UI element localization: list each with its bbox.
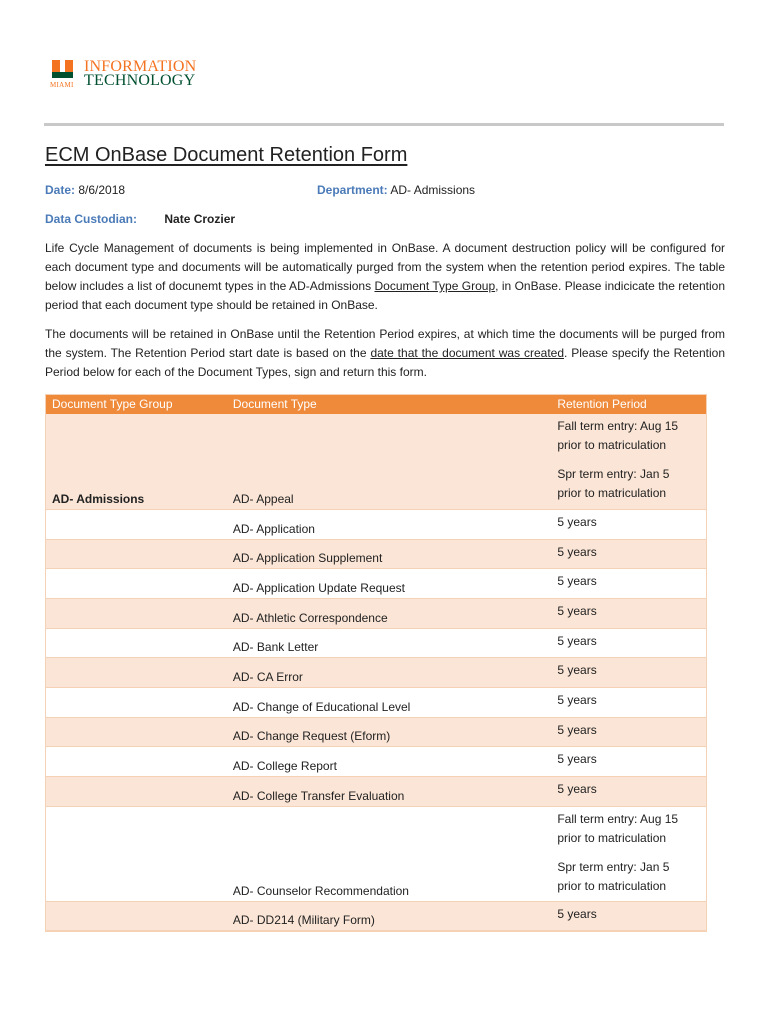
table-row (45, 414, 707, 509)
custodian-label: Data Custodian: (45, 212, 138, 226)
cell-group: AD- Admissions (45, 414, 226, 509)
retention-line: 5 years (557, 751, 597, 766)
cell-retention (550, 657, 707, 687)
retention-line: prior to matriculation (557, 830, 667, 845)
cell-document-type: AD- Change of Educational Level (226, 687, 550, 717)
cell-retention (550, 776, 707, 806)
cell-group (45, 806, 226, 901)
table-header-row (45, 394, 707, 414)
department-label: Department: (317, 183, 388, 197)
cell-group (45, 539, 226, 568)
cell-group (45, 717, 226, 746)
u-logo-icon (50, 60, 76, 80)
retention-line: 5 years (557, 544, 597, 559)
cell-retention (550, 598, 707, 628)
retention-line: 5 years (557, 514, 597, 529)
retention-line: prior to matriculation (557, 878, 667, 893)
intro-paragraph (45, 239, 725, 315)
cell-retention (550, 539, 707, 568)
cell-document-type: AD- College Report (226, 746, 550, 776)
retention-line: 5 years (557, 603, 597, 618)
custodian-value: Nate Crozier (164, 212, 236, 226)
custodian-field (45, 212, 235, 226)
cell-document-type: AD- Application Supplement (226, 539, 550, 568)
header-divider (44, 123, 724, 126)
table-row (45, 657, 707, 687)
table-row (45, 746, 707, 776)
table-row (45, 539, 707, 568)
retention-line: 5 years (557, 722, 597, 737)
cell-retention (550, 414, 707, 509)
cell-document-type: AD- Appeal (226, 414, 550, 509)
retention-paragraph (45, 325, 725, 382)
retention-line: Fall term entry: Aug 15 (557, 419, 679, 433)
table-row (45, 687, 707, 717)
table-row (45, 598, 707, 628)
table-row (45, 717, 707, 746)
cell-document-type: AD- Application (226, 509, 550, 539)
cell-retention (550, 628, 707, 657)
retention-underlined: date that the document was created (370, 346, 565, 360)
cell-document-type: AD- Counselor Recommendation (226, 806, 550, 901)
header-group: Document Type Group (45, 394, 226, 414)
cell-group (45, 746, 226, 776)
cell-group (45, 598, 226, 628)
table-row (45, 806, 707, 901)
department-field (317, 183, 475, 197)
cell-group (45, 657, 226, 687)
cell-retention (550, 717, 707, 746)
cell-group (45, 687, 226, 717)
date-field (45, 183, 125, 197)
retention-line: 5 years (557, 573, 597, 588)
retention-line: 5 years (557, 633, 597, 648)
cell-document-type: AD- Change Request (Eform) (226, 717, 550, 746)
retention-line: 5 years (557, 662, 597, 677)
retention-table (45, 394, 707, 931)
retention-line: prior to matriculation (557, 438, 667, 452)
cell-group (45, 509, 226, 539)
cell-group (45, 628, 226, 657)
retention-line: prior to matriculation (557, 486, 667, 500)
retention-line: Fall term entry: Aug 15 (557, 811, 679, 826)
retention-line: 5 years (557, 692, 597, 707)
retention-line: Spr term entry: Jan 5 (557, 859, 670, 874)
cell-retention (550, 568, 707, 598)
cell-document-type: AD- Application Update Request (226, 568, 550, 598)
cell-document-type: AD- CA Error (226, 657, 550, 687)
table-row (45, 776, 707, 806)
retention-line: Spr term entry: Jan 5 (557, 467, 670, 481)
cell-retention (550, 806, 707, 901)
cell-document-type: AD- College Transfer Evaluation (226, 776, 550, 806)
header-retention: Retention Period (550, 394, 707, 414)
intro-underlined: Document Type Group (374, 279, 496, 293)
cell-group (45, 776, 226, 806)
cell-retention (550, 509, 707, 539)
cell-group (45, 901, 226, 930)
cell-document-type: AD- DD214 (Military Form) (226, 901, 550, 930)
cell-retention (550, 901, 707, 930)
retention-line: 5 years (557, 906, 597, 921)
cell-group (45, 568, 226, 598)
table-row (45, 901, 707, 930)
logo-small-text: MIAMI (50, 81, 74, 89)
retention-text-a: The documents will be retained in OnBase until the Retention Period expires, at which time the documents will be purged from the system. The Retention Period start date is based on the (45, 327, 725, 360)
intro-text-a: Life Cycle Management of documents is being implemented in OnBase. A document destruction policy will be configured for each document type and documents will be automatically purged from the system when the retention period expires. The table below includes a list of docunemt types in the AD-Admissions (45, 241, 725, 293)
date-label: Date: (45, 183, 76, 197)
table-row (45, 568, 707, 598)
header-type: Document Type (226, 394, 550, 414)
retention-text-b: . Please specify the Retention Period below for each of the Document Types, sign and return this form. (45, 346, 726, 379)
logo-line-2: TECHNOLOGY (84, 72, 196, 89)
department-value: AD- Admissions (390, 183, 476, 197)
retention-line: 5 years (557, 781, 597, 796)
logo-line-1: INFORMATION (84, 58, 197, 75)
table-row (45, 628, 707, 657)
date-value: 8/6/2018 (78, 183, 126, 197)
cell-retention (550, 687, 707, 717)
form-title: ECM OnBase Document Retention Form (45, 144, 408, 166)
intro-text-b: , in OnBase. Please indicicate the retention period that each document type should be retained in OnBase. (45, 279, 725, 312)
cell-document-type: AD- Bank Letter (226, 628, 550, 657)
table-row (45, 509, 707, 539)
cell-retention (550, 746, 707, 776)
cell-document-type: AD- Athletic Correspondence (226, 598, 550, 628)
